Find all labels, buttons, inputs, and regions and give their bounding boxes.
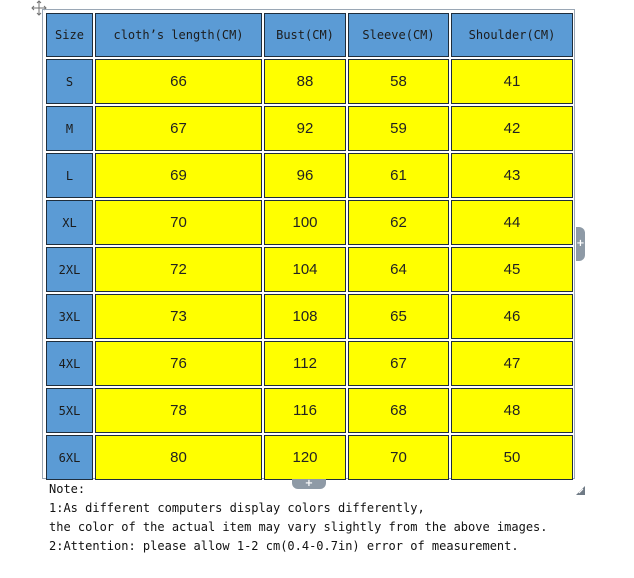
length-cell[interactable]: 80 xyxy=(95,435,262,480)
sleeve-cell[interactable]: 68 xyxy=(348,388,449,433)
header-sleeve[interactable]: Sleeve(CM) xyxy=(348,13,449,57)
sleeve-cell[interactable]: 64 xyxy=(348,247,449,292)
length-cell[interactable]: 67 xyxy=(95,106,262,151)
bust-cell[interactable]: 120 xyxy=(264,435,346,480)
size-cell[interactable]: 4XL xyxy=(46,341,93,386)
sleeve-cell[interactable]: 62 xyxy=(348,200,449,245)
table-row xyxy=(46,341,573,386)
bust-cell[interactable]: 112 xyxy=(264,341,346,386)
header-length[interactable]: cloth’s length(CM) xyxy=(95,13,262,57)
size-cell[interactable]: S xyxy=(46,59,93,104)
shoulder-cell[interactable]: 41 xyxy=(451,59,573,104)
note-line: 2:Attention: please allow 1-2 cm(0.4-0.7in) error of measurement. xyxy=(49,539,519,553)
header-bust[interactable]: Bust(CM) xyxy=(264,13,346,57)
table-row xyxy=(46,388,573,433)
size-cell[interactable]: 5XL xyxy=(46,388,93,433)
table-row xyxy=(46,435,573,480)
size-cell[interactable]: XL xyxy=(46,200,93,245)
length-cell[interactable]: 76 xyxy=(95,341,262,386)
shoulder-cell[interactable]: 47 xyxy=(451,341,573,386)
sleeve-cell[interactable]: 65 xyxy=(348,294,449,339)
size-cell[interactable]: M xyxy=(46,106,93,151)
note-line: 1:As different computers display colors differently, xyxy=(49,501,425,515)
sleeve-cell[interactable]: 59 xyxy=(348,106,449,151)
table-row xyxy=(46,200,573,245)
length-cell[interactable]: 73 xyxy=(95,294,262,339)
length-cell[interactable]: 66 xyxy=(95,59,262,104)
shoulder-cell[interactable]: 48 xyxy=(451,388,573,433)
length-cell[interactable]: 70 xyxy=(95,200,262,245)
table-row xyxy=(46,294,573,339)
sleeve-cell[interactable]: 58 xyxy=(348,59,449,104)
notes-block xyxy=(49,480,624,556)
header-row xyxy=(46,13,573,57)
size-cell[interactable]: L xyxy=(46,153,93,198)
header-shoulder[interactable]: Shoulder(CM) xyxy=(451,13,573,57)
size-cell[interactable]: 6XL xyxy=(46,435,93,480)
shoulder-cell[interactable]: 50 xyxy=(451,435,573,480)
sleeve-cell[interactable]: 70 xyxy=(348,435,449,480)
shoulder-cell[interactable]: 46 xyxy=(451,294,573,339)
sleeve-cell[interactable]: 67 xyxy=(348,341,449,386)
note-title: Note: xyxy=(49,482,86,496)
shoulder-cell[interactable]: 45 xyxy=(451,247,573,292)
note-line: the color of the actual item may vary slightly from the above images. xyxy=(49,520,548,534)
table-row xyxy=(46,59,573,104)
bust-cell[interactable]: 108 xyxy=(264,294,346,339)
table-row xyxy=(46,153,573,198)
add-row-button[interactable]: + xyxy=(292,479,326,489)
bust-cell[interactable]: 104 xyxy=(264,247,346,292)
bust-cell[interactable]: 88 xyxy=(264,59,346,104)
size-chart-table xyxy=(44,11,575,482)
bust-cell[interactable]: 96 xyxy=(264,153,346,198)
add-column-button[interactable]: + xyxy=(576,227,585,261)
shoulder-cell[interactable]: 42 xyxy=(451,106,573,151)
shoulder-cell[interactable]: 43 xyxy=(451,153,573,198)
bust-cell[interactable]: 92 xyxy=(264,106,346,151)
bust-cell[interactable]: 100 xyxy=(264,200,346,245)
table-row xyxy=(46,106,573,151)
length-cell[interactable]: 69 xyxy=(95,153,262,198)
table-row xyxy=(46,247,573,292)
size-cell[interactable]: 3XL xyxy=(46,294,93,339)
size-cell[interactable]: 2XL xyxy=(46,247,93,292)
sleeve-cell[interactable]: 61 xyxy=(348,153,449,198)
length-cell[interactable]: 72 xyxy=(95,247,262,292)
bust-cell[interactable]: 116 xyxy=(264,388,346,433)
length-cell[interactable]: 78 xyxy=(95,388,262,433)
shoulder-cell[interactable]: 44 xyxy=(451,200,573,245)
header-size[interactable]: Size xyxy=(46,13,93,57)
